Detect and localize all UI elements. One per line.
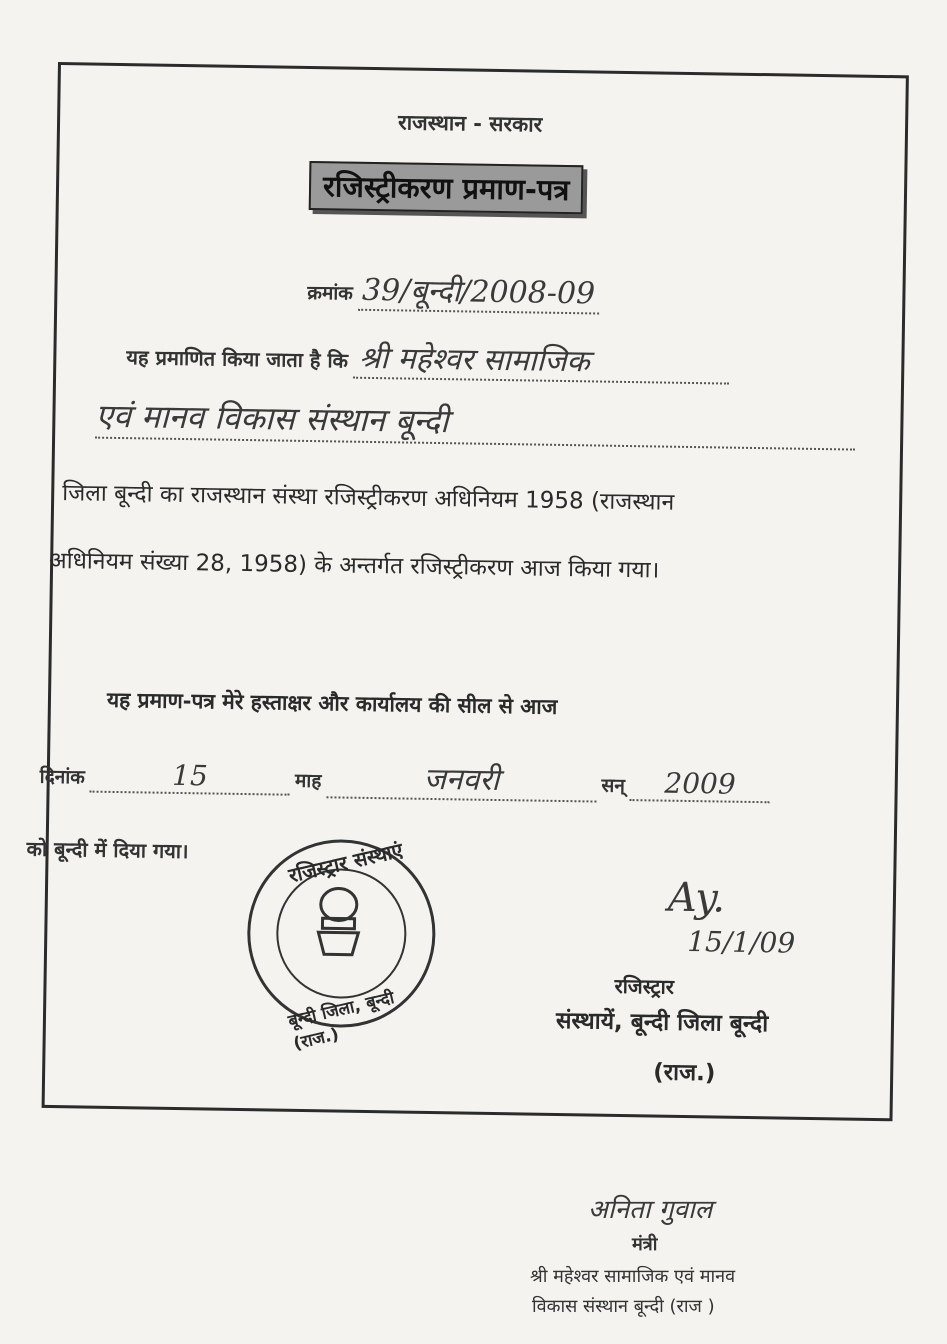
- official-seal: [246, 837, 437, 1055]
- secretary-signature: अनिता गुवाल: [588, 1195, 713, 1225]
- body-line-2: अधिनियम संख्या 28, 1958) के अन्तर्गत रजिस्ट्रीकरण आज किया गया।: [48, 547, 660, 584]
- certify-row: [126, 332, 729, 384]
- seal-bottom-text: बून्दी जिला, बून्दी (राज.): [286, 987, 397, 1055]
- registration-number-row: [307, 267, 599, 315]
- date-row: [40, 751, 771, 805]
- secretary-role: मंत्री: [632, 1234, 658, 1255]
- society-name-line1: श्री महेश्वर सामाजिक एवं मानव: [530, 1266, 736, 1287]
- org-name-line1: श्री महेश्वर सामाजिक: [353, 336, 730, 385]
- seal-top-text: रजिस्ट्रार संस्थाएं: [286, 837, 406, 888]
- month-value: जनवरी: [326, 755, 597, 802]
- government-heading: राजस्थान - सरकार: [397, 110, 543, 137]
- year-value: 2009: [630, 766, 771, 803]
- day-label: दिनांक: [39, 765, 86, 789]
- signature-date: 15/1/09: [687, 924, 796, 960]
- society-name-line2: विकास संस्थान बून्दी (राज ): [532, 1296, 715, 1317]
- closing-text: को बून्दी में दिया गया।: [26, 836, 189, 864]
- certify-label: यह प्रमाणित किया जाता है कि: [126, 345, 349, 373]
- registrar-state: (राज.): [652, 1059, 716, 1087]
- org-name-line2: एवं मानव विकास संस्थान बून्दी: [95, 394, 856, 451]
- body-line-3: यह प्रमाण-पत्र मेरे हस्ताक्षर और कार्यालय की सील से आज: [106, 687, 558, 719]
- body-line-1: जिला बून्दी का राजस्थान संस्था रजिस्ट्रीकरण अधिनियम 1958 (राजस्थान: [62, 480, 675, 516]
- certificate-title: रजिस्ट्रीकरण प्रमाण-पत्र: [309, 161, 584, 214]
- registration-number-label: क्रमांक: [307, 281, 354, 305]
- certificate-frame: [26, 62, 909, 1121]
- registrar-signature: Ay.: [667, 874, 726, 922]
- registration-number-value: 39/बून्दी/2008-09: [358, 268, 600, 315]
- year-label: सन्: [601, 774, 626, 797]
- month-label: माह: [294, 769, 322, 793]
- org-name-row2: [95, 394, 856, 451]
- ashoka-emblem-icon: [308, 882, 369, 976]
- registrar-title: रजिस्ट्रार: [614, 973, 675, 999]
- registrar-office: संस्थायें, बून्दी जिला बून्दी: [555, 1007, 769, 1038]
- day-value: 15: [90, 758, 291, 796]
